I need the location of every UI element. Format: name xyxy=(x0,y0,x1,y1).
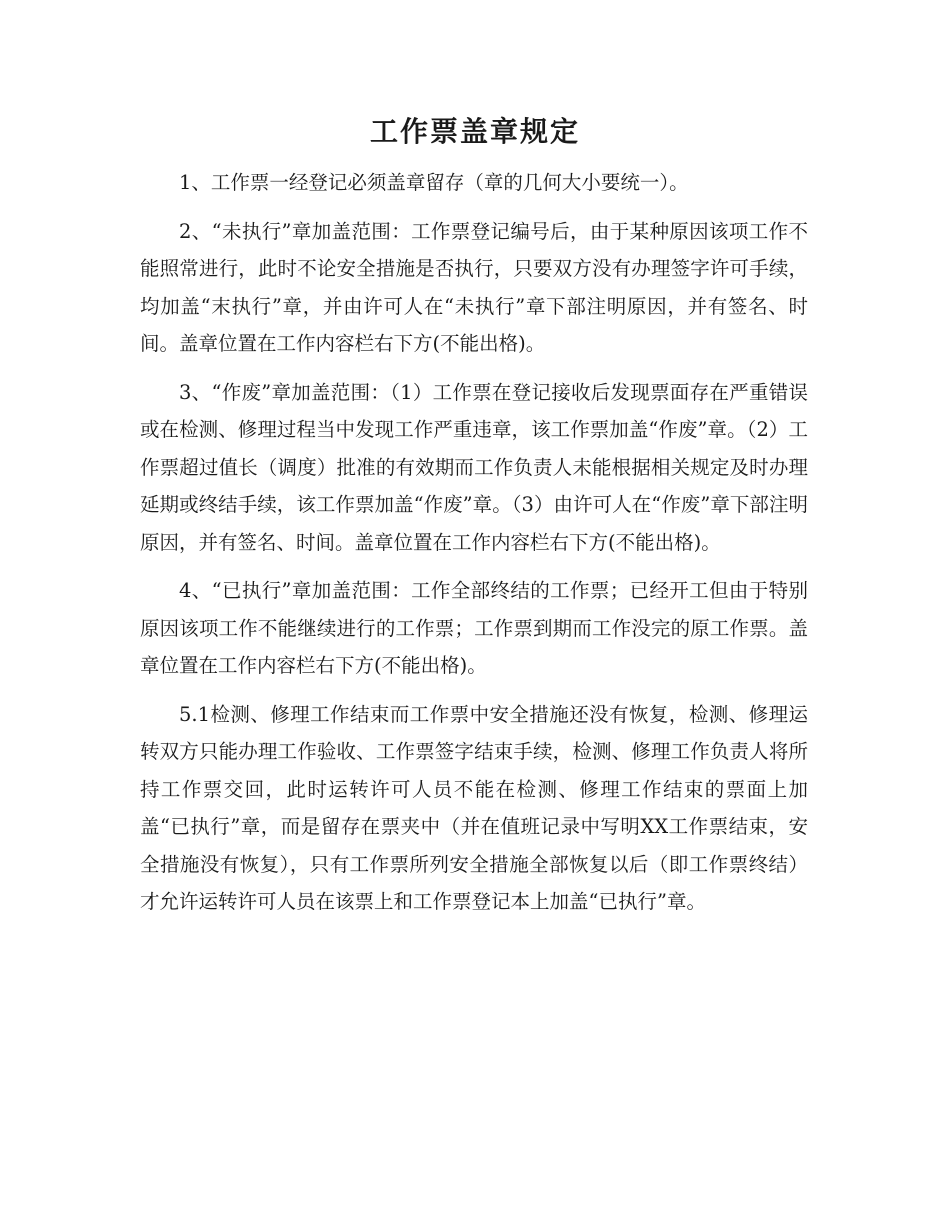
paragraph-2: 2、“未执行”章加盖范围：工作票登记编号后，由于某种原因该项工作不能照常进行，此时不论安全措施是否执行，只要双方没有办理签字许可手续，均加盖“末执行”章，并由许可人在“未执行”章下部注明原因，并有签名、时间。盖章位置在工作内容栏右下方(不能出格)。 xyxy=(140,219,808,355)
document-body xyxy=(140,164,808,932)
document-title: 工作票盖章规定 xyxy=(369,115,580,148)
paragraph-3: 3、“作废”章加盖范围：（1）工作票在登记接收后发现票面存在严重错误或在检测、修理过程当中发现工作严重违章，该工作票加盖“作废”章。（2）工作票超过值长（调度）批准的有效期而工作负责人未能根据相关规定及时办理延期或终结手续，该工作票加盖“作废”章。（3）由许可人在“作废”章下部注明原因，并有签名、时间。盖章位置在工作内容栏右下方(不能出格)。 xyxy=(140,380,808,554)
paragraph-4: 4、“已执行”章加盖范围：工作全部终结的工作票；已经开工但由于特别原因该项工作不能继续进行的工作票；工作票到期而工作没完的原工作票。盖章位置在工作内容栏右下方(不能出格)。 xyxy=(140,579,808,677)
paragraph-1: 1、工作票一经登记必须盖章留存（章的几何大小要统一）。 xyxy=(179,171,689,194)
paragraph-5: 5.1检测、修理工作结束而工作票中安全措施还没有恢复，检测、修理运转双方只能办理工作验收、工作票签字结束手续，检测、修理工作负责人将所持工作票交回，此时运转许可人员不能在检测、修理工作结束的票面上加盖“已执行”章，而是留存在票夹中（并在值班记录中写明XX工作票结束，安全措施没有恢复），只有工作票所列安全措施全部恢复以后（即工作票终结）才允许运转许可人员在该票上和工作票登记本上加盖“已执行”章。 xyxy=(140,702,808,913)
